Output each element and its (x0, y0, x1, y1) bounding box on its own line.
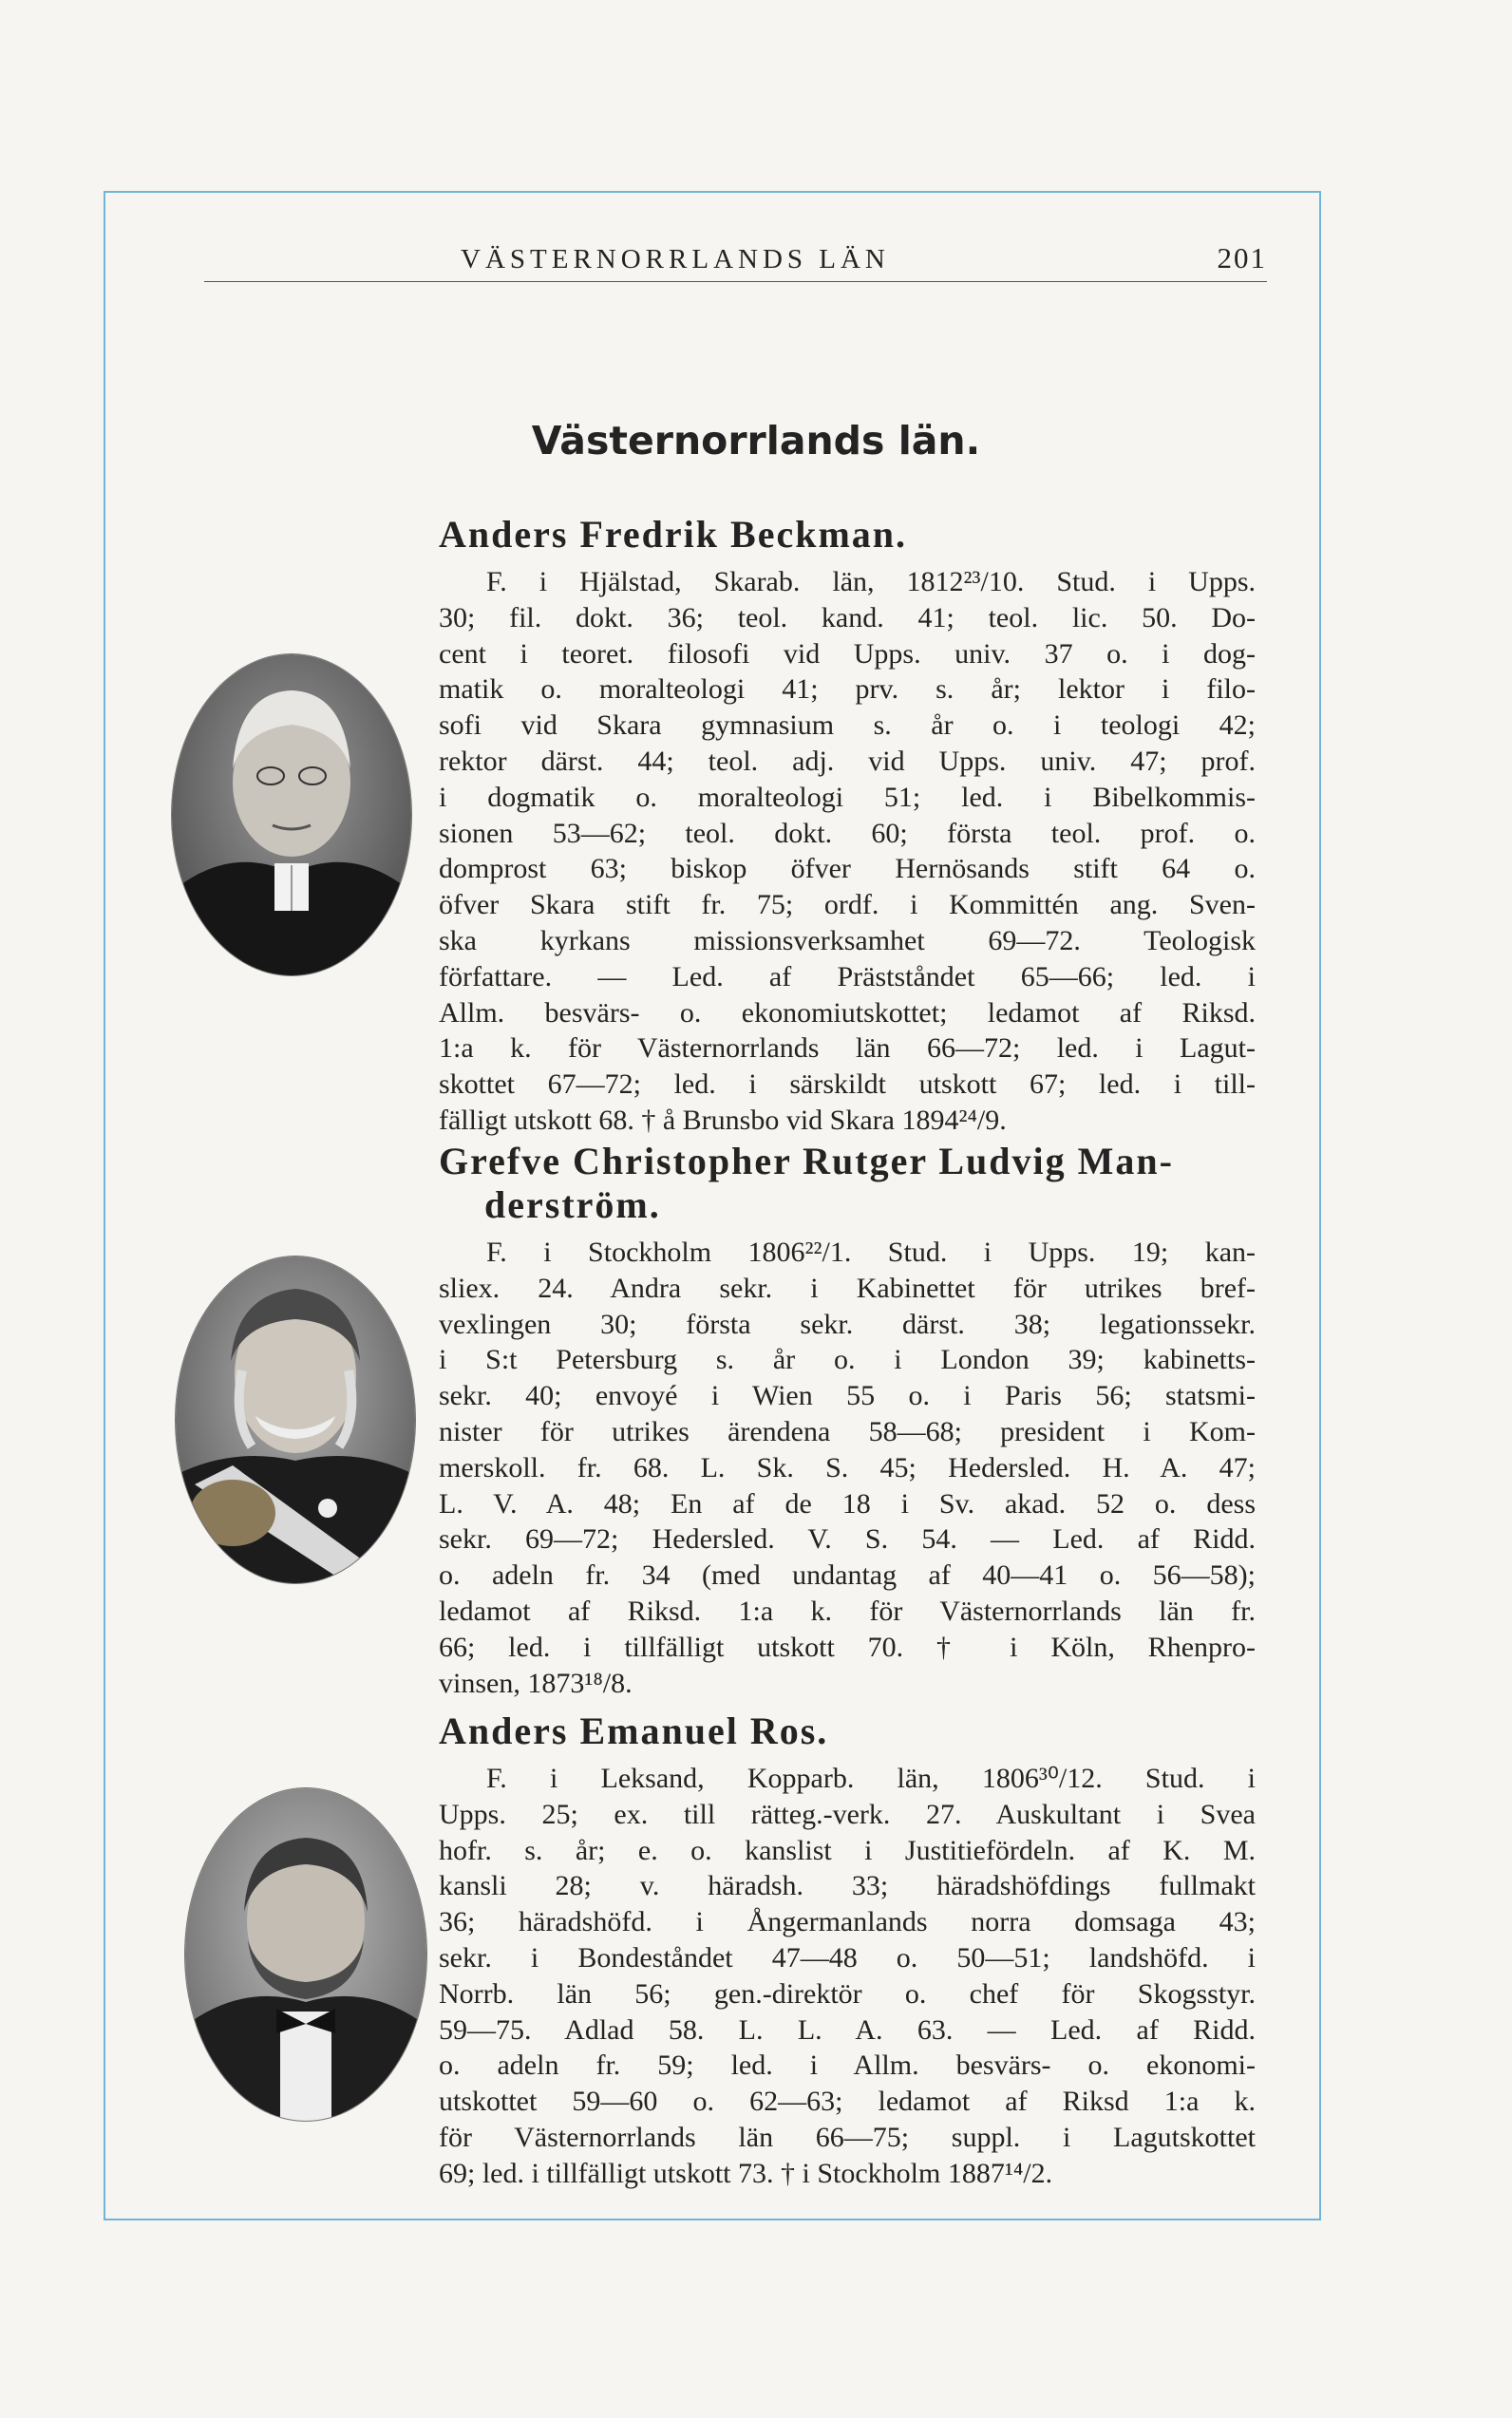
bio-line: hofr. s. år; e. o. kanslist i Justitiefördeln. af K. M. (439, 1834, 1256, 1866)
bio-line: rektor därst. 44; teol. adj. vid Upps. univ. 47; prof. (439, 745, 1256, 777)
bio-line: författare. — Led. af Prästståndet 65—66; led. i (439, 960, 1256, 992)
biography-entry-manderstrom (439, 1140, 1256, 1701)
bio-line: ska kyrkans missionsverksamhet 69—72. Teologisk (439, 924, 1256, 956)
bio-line: i S:t Petersburg s. år o. i London 39; kabinetts- (439, 1344, 1256, 1376)
entry-name: Anders Fredrik Beckman. (439, 513, 908, 556)
bio-line: F. i Hjälstad, Skarab. län, 1812²³/10. Stud. i Upps. (486, 566, 1256, 597)
entry-biography (439, 1761, 1256, 2192)
entry-name-line-2: derström. (484, 1183, 661, 1226)
bio-line: sofi vid Skara gymnasium s. år o. i teologi 42; (439, 709, 1256, 742)
bio-line: 1:a k. för Västernorrlands län 66—72; led. i Lagut- (439, 1032, 1256, 1065)
bio-line: vexlingen 30; första sekr. därst. 38; legationssekr. (439, 1308, 1256, 1340)
bio-line: i dogmatik o. moralteologi 51; led. i Bibelkommis- (439, 781, 1256, 813)
entry-biography (439, 564, 1256, 1139)
entry-name-line-1: Grefve Christopher Rutger Ludvig Man- (439, 1140, 1174, 1182)
bio-line: 59—75. Adlad 58. L. L. A. 63. — Led. af Ridd. (439, 2013, 1256, 2046)
bio-line: o. adeln fr. 34 (med undantag af 40—41 o. 56—58); (439, 1559, 1256, 1592)
bio-line: L. V. A. 48; En af de 18 i Sv. akad. 52 o. dess (439, 1487, 1256, 1520)
chapter-title: Västernorrlands län. (531, 418, 981, 463)
bio-line: sionen 53—62; teol. dokt. 60; första teol. prof. o. (439, 817, 1256, 849)
bio-line: matik o. moralteologi 41; prv. s. år; lektor i filo- (439, 673, 1256, 706)
bio-line: F. i Leksand, Kopparb. län, 1806³⁰/12. Stud. i (486, 1763, 1256, 1794)
bio-line: skottet 67—72; led. i särskildt utskott 67; led. i till- (439, 1068, 1256, 1101)
bio-line: ledamot af Riksd. 1:a k. för Västernorrlands län fr. (439, 1595, 1256, 1627)
bio-line: 36; häradshöfd. i Ångermanlands norra domsaga 43; (439, 1906, 1256, 1938)
bio-line: sekr. 69—72; Hedersled. V. S. 54. — Led. af Ridd. (439, 1523, 1256, 1556)
bio-line: o. adeln fr. 59; led. i Allm. besvärs- o. ekonomi- (439, 2050, 1256, 2082)
portrait-manderstrom (175, 1256, 416, 1584)
bio-line: utskottet 59—60 o. 62—63; ledamot af Riksd 1:a k. (439, 2086, 1256, 2118)
bio-line: Allm. besvärs- o. ekonomiutskottet; ledamot af Riksd. (439, 996, 1256, 1029)
bio-line: 69; led. i tillfälligt utskott 73. † i Stockholm 1887¹⁴/2. (439, 2157, 1053, 2189)
bio-line: 30; fil. dokt. 36; teol. kand. 41; teol. lic. 50. Do- (439, 601, 1256, 633)
bio-line: öfver Skara stift fr. 75; ordf. i Kommittén ang. Sven- (439, 889, 1256, 921)
portrait-beckman (171, 653, 412, 976)
page-number: 201 (1217, 241, 1267, 274)
running-head (204, 228, 1267, 282)
bio-line: domprost 63; biskop öfver Hernösands stift 64 o. (439, 853, 1256, 885)
bio-line: sliex. 24. Andra sekr. i Kabinettet för utrikes bref- (439, 1272, 1256, 1304)
portrait-ros (184, 1787, 427, 2122)
bio-line: F. i Stockholm 1806²²/1. Stud. i Upps. 19; kan- (486, 1237, 1256, 1268)
bio-line: merskoll. fr. 68. L. Sk. S. 45; Hedersled. H. A. 47; (439, 1451, 1256, 1483)
bio-line: kansli 28; v. häradsh. 33; häradshöfdings fullmakt (439, 1870, 1256, 1902)
entry-name: Anders Emanuel Ros. (439, 1710, 829, 1752)
bio-line: för Västernorrlands län 66—75; suppl. i Lagutskottet (439, 2121, 1256, 2153)
biography-entry-ros (439, 1710, 1256, 2192)
biography-entry-beckman (439, 513, 1256, 1139)
bio-line: Norrb. län 56; gen.-direktör o. chef för Skogsstyr. (439, 1977, 1256, 2010)
bio-line: fälligt utskott 68. † å Brunsbo vid Skara 1894²⁴/9. (439, 1104, 1007, 1136)
bio-line: vinsen, 1873¹⁸/8. (439, 1667, 633, 1699)
entry-biography (439, 1235, 1256, 1701)
bio-line: sekr. 40; envoyé i Wien 55 o. i Paris 56; statsmi- (439, 1380, 1256, 1412)
entry-name (439, 1140, 1256, 1227)
bio-line: 66; led. i tillfälligt utskott 70. † i Köln, Rhenpro- (439, 1631, 1256, 1663)
bio-line: sekr. i Bondeståndet 47—48 o. 50—51; landshöfd. i (439, 1941, 1256, 1974)
bio-line: nister för utrikes ärendena 58—68; president i Kom- (439, 1415, 1256, 1447)
running-title: VÄSTERNORRLANDS LÄN (461, 244, 890, 274)
bio-line: Upps. 25; ex. till rätteg.-verk. 27. Auskultant i Svea (439, 1798, 1256, 1830)
bio-line: cent i teoret. filosofi vid Upps. univ. 37 o. i dog- (439, 637, 1256, 670)
